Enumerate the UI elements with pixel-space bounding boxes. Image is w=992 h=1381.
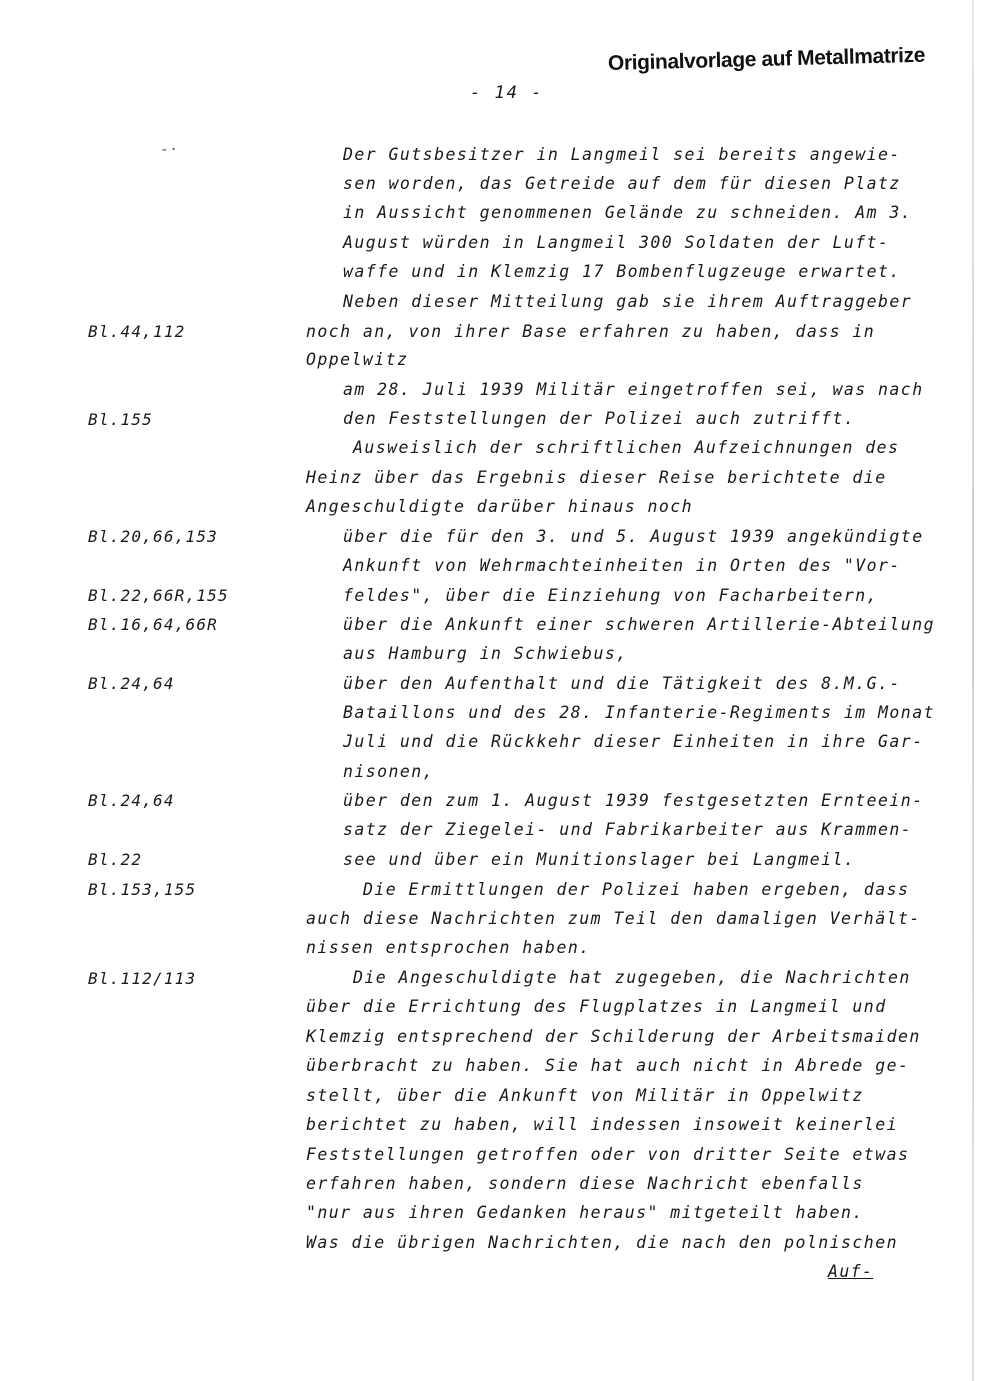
text-line: Der Gutsbesitzer in Langmeil sei bereits angewie- xyxy=(343,145,901,164)
text-line: am 28. Juli 1939 Militär eingetroffen sei, was nach xyxy=(343,380,924,399)
text-line: aus Hamburg in Schwiebus, xyxy=(343,644,628,663)
margin-ref: Bl.155 xyxy=(88,410,153,429)
text-line: über den Aufenthalt und die Tätigkeit des 8.M.G.- xyxy=(343,674,901,693)
text-line: Bataillons und des 28. Infanterie-Regiments im Monat xyxy=(343,703,935,722)
text-line: sen worden, das Getreide auf dem für diesen Platz xyxy=(343,174,901,193)
text-line: see und über ein Munitionslager bei Langmeil. xyxy=(343,850,856,869)
matrix-stamp: Originalvorlage auf Metallmatrize xyxy=(607,43,926,75)
text-line: Neben dieser Mitteilung gab sie ihrem Auftraggeber xyxy=(343,292,913,311)
text-line: Klemzig entsprechend der Schilderung der Arbeitsmaiden xyxy=(306,1027,921,1046)
text-line: über die für den 3. und 5. August 1939 angekündigte xyxy=(343,527,924,546)
text-line: Was die übrigen Nachrichten, die nach den polnischen xyxy=(306,1233,898,1252)
margin-ref: Bl.44,112 xyxy=(88,322,186,341)
margin-mark: -· xyxy=(160,140,179,158)
text-line: Ausweislich der schriftlichen Aufzeichnungen des xyxy=(353,438,900,457)
text-line: berichtet zu haben, will indessen insoweit keinerlei xyxy=(306,1115,898,1134)
text-line: Oppelwitz xyxy=(306,350,409,369)
text-line: erfahren haben, sondern diese Nachricht ebenfalls xyxy=(306,1174,864,1193)
text-line: Heinz über das Ergebnis dieser Reise berichtete die xyxy=(306,468,887,487)
margin-ref: Bl.16,64,66R xyxy=(88,615,218,634)
margin-ref: Bl.153,155 xyxy=(88,880,197,899)
text-line: über die Errichtung des Flugplatzes in Langmeil und xyxy=(306,997,887,1016)
text-line: in Aussicht genommenen Gelände zu schneiden. Am 3. xyxy=(343,203,913,222)
text-line: Ankunft von Wehrmachteinheiten in Orten des "Vor- xyxy=(343,556,901,575)
text-line: Juli und die Rückkehr dieser Einheiten in ihre Gar- xyxy=(343,732,924,751)
text-line: auch diese Nachrichten zum Teil den damaligen Verhält- xyxy=(306,909,921,928)
text-line: Die Angeschuldigte hat zugegeben, die Nachrichten xyxy=(353,968,911,987)
text-line: den Feststellungen der Polizei auch zutrifft. xyxy=(343,409,856,428)
margin-ref: Bl.20,66,153 xyxy=(88,527,218,546)
continuation-word: Auf- xyxy=(828,1262,874,1281)
text-line: nisonen, xyxy=(343,762,435,781)
margin-ref: Bl.24,64 xyxy=(88,791,175,810)
text-line: über die Ankunft einer schweren Artillerie-Abteilung xyxy=(343,615,935,634)
page-edge xyxy=(972,0,974,1381)
text-line: feldes", über die Einziehung von Facharbeitern, xyxy=(343,586,879,605)
text-line: nissen entsprochen haben. xyxy=(306,938,591,957)
text-line: Angeschuldigte darüber hinaus noch xyxy=(306,497,694,516)
text-line: noch an, von ihrer Base erfahren zu haben, dass in xyxy=(306,322,876,341)
text-line: satz der Ziegelei- und Fabrikarbeiter aus Krammen- xyxy=(343,820,913,839)
margin-ref: Bl.24,64 xyxy=(88,674,175,693)
text-line: August würden in Langmeil 300 Soldaten der Luft- xyxy=(343,233,890,252)
page-number: - 14 - xyxy=(470,83,544,103)
text-line: Feststellungen getroffen oder von dritter Seite etwas xyxy=(306,1145,910,1164)
text-line: "nur aus ihren Gedanken heraus" mitgeteilt haben. xyxy=(306,1203,864,1222)
text-line: stellt, über die Ankunft von Militär in Oppelwitz xyxy=(306,1086,864,1105)
margin-ref: Bl.112/113 xyxy=(88,969,197,988)
text-line: waffe und in Klemzig 17 Bombenflugzeuge erwartet. xyxy=(343,262,901,281)
text-line: überbracht zu haben. Sie hat auch nicht in Abrede ge- xyxy=(306,1056,910,1075)
margin-ref: Bl.22 xyxy=(88,850,143,869)
text-line: Die Ermittlungen der Polizei haben ergeben, dass xyxy=(363,880,910,899)
margin-ref: Bl.22,66R,155 xyxy=(88,586,229,605)
text-line: über den zum 1. August 1939 festgesetzten Ernteein- xyxy=(343,791,924,810)
